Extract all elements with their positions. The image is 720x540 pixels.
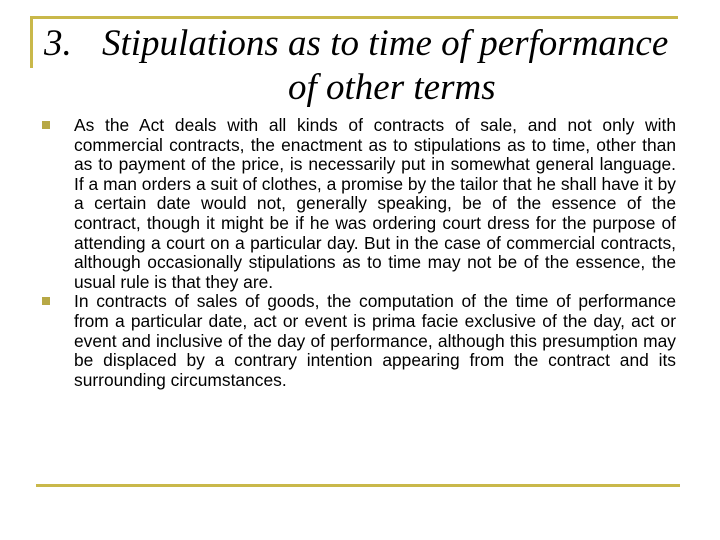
bullet-item-1 [40, 116, 676, 292]
bullet-text-2: In contracts of sales of goods, the computation of the time of performance from a particular date, act or event is prima facie exclusive of the day, act or event and inclusive of the day of performance, although this presumption may be displaced by a contrary intention appearing from the contract and its surrounding circumstances. [74, 291, 676, 390]
square-bullet-icon [42, 297, 50, 305]
bottom-divider [36, 484, 680, 487]
slide-title [44, 22, 704, 110]
bullet-item-2 [40, 292, 676, 390]
slide-title-text-1: Stipulations as to time of performance [102, 23, 669, 64]
bullet-text-1: As the Act deals with all kinds of contracts of sale, and not only with commercial contracts, the enactment as to stipulations as to time, other than as to payment of the price, is necessarily put in somewhat general language. If a man orders a suit of clothes, a promise by the tailor that he shall have it by a certain date would not, generally speaking, be of the essence of the contract, though it might be if he was ordering court dress for the purpose of attending a court on a particular day. But in the case of commercial contracts, although occasionally stipulations as to time may not be of the essence, the usual rule is that they are. [74, 115, 676, 292]
slide-bullet-list [40, 116, 676, 390]
slide-title-line-1 [44, 22, 704, 66]
slide-title-line-2: of other terms [288, 67, 496, 108]
slide-title-number: 3. [44, 23, 72, 64]
square-bullet-icon [42, 121, 50, 129]
title-frame-left-border [30, 16, 33, 68]
title-frame-top-border [30, 16, 678, 19]
